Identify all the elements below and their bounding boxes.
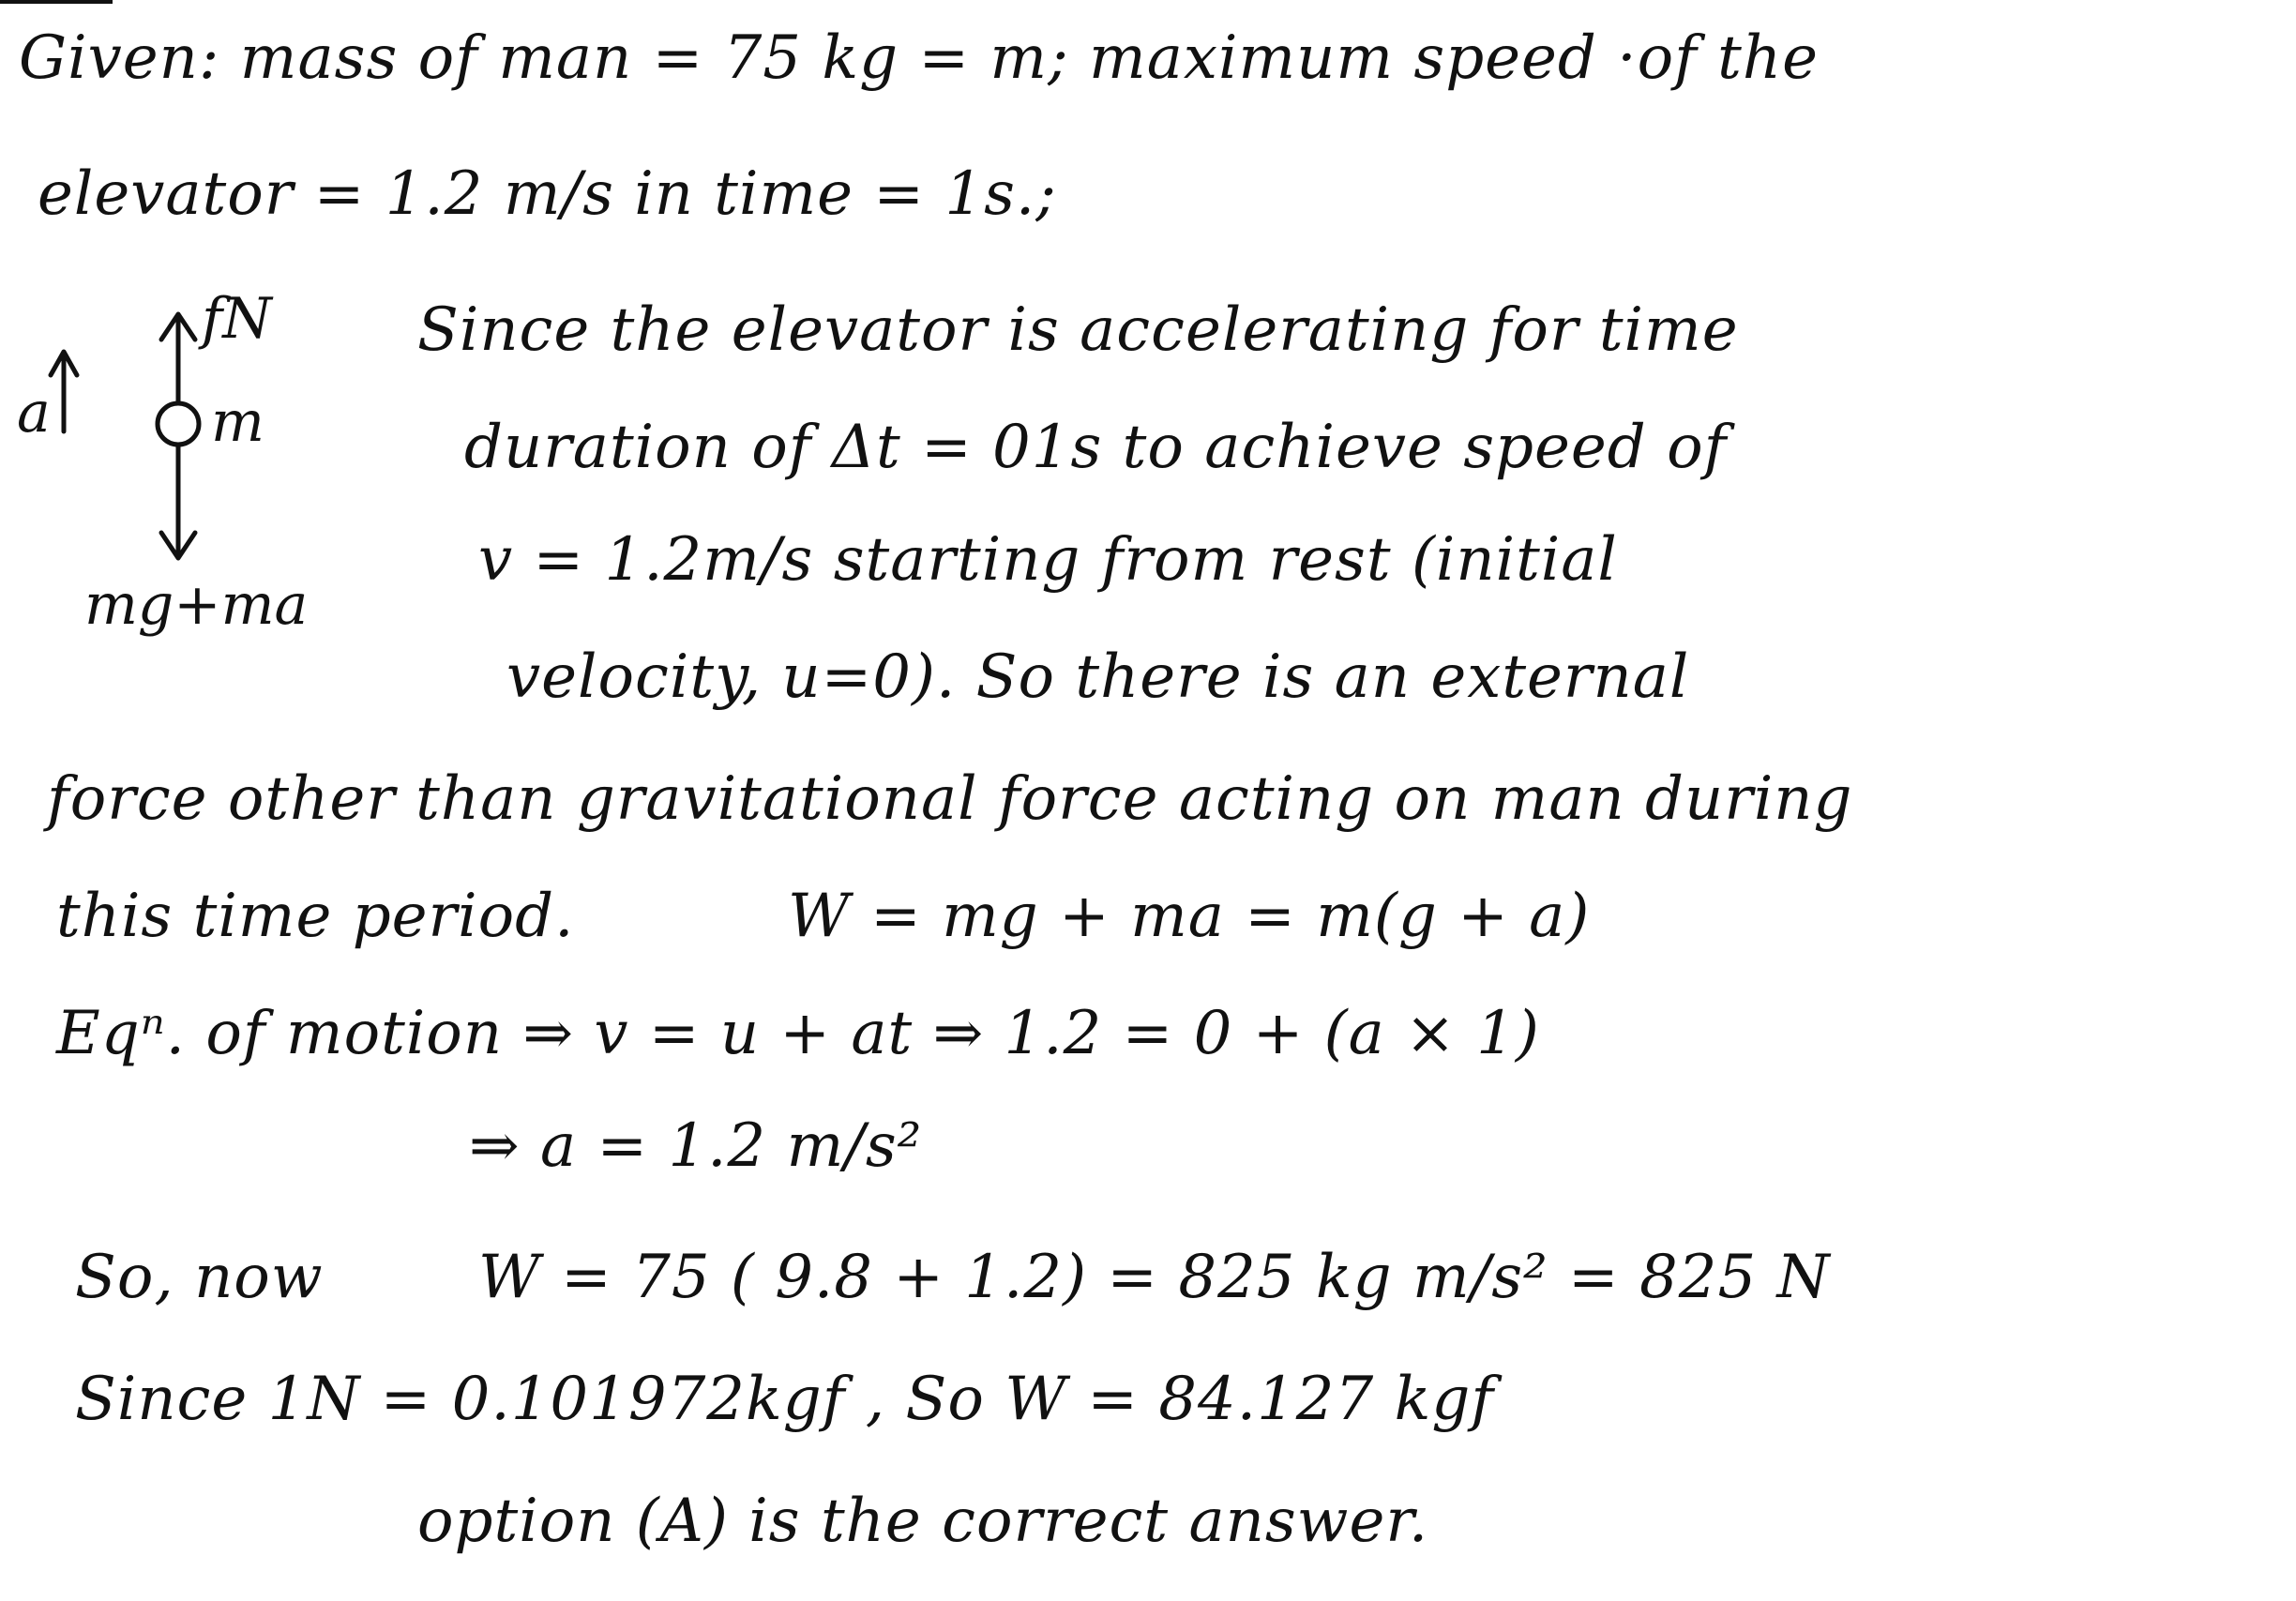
- downward-force-label: mg+ma: [84, 572, 309, 638]
- top-edge-mark: [0, 0, 113, 4]
- since-line-3: v = 1.2m/s starting from rest (initial: [478, 525, 1618, 595]
- force-line: force other than gravitational force acting on man during: [47, 764, 1853, 834]
- acceleration-label: a: [17, 380, 51, 446]
- since-line-1: Since the elevator is accelerating for time: [417, 295, 1739, 365]
- given-line-2: elevator = 1.2 m/s in time = 1s.;: [38, 159, 1057, 229]
- since-line-2: duration of Δt = 01s to achieve speed of: [464, 413, 1728, 482]
- period-label: this time period.: [56, 882, 575, 951]
- acceleration-result: ⇒ a = 1.2 m/s²: [469, 1111, 923, 1181]
- conversion-line: Since 1N = 0.101972kgf , So W = 84.127 kgf: [75, 1365, 1494, 1434]
- conclusion-line: option (A) is the correct answer.: [417, 1487, 1429, 1556]
- equation-of-motion: Eqⁿ. of motion ⇒ v = u + at ⇒ 1.2 = 0 + (a × 1): [56, 999, 1540, 1068]
- given-line-1: Given: mass of man = 75 kg = m; maximum speed ·of the: [19, 23, 1819, 93]
- weight-value: W = 75 ( 9.8 + 1.2) = 825 kg m/s² = 825 N: [478, 1243, 1831, 1312]
- mass-label: m: [211, 389, 264, 455]
- free-body-diagram: [0, 272, 413, 666]
- weight-equation: W = mg + ma = m(g + a): [788, 882, 1591, 951]
- normal-force-label: fN: [202, 286, 272, 352]
- so-now-label: So, now: [75, 1243, 324, 1312]
- since-line-4: velocity, u=0). So there is an external: [506, 642, 1690, 712]
